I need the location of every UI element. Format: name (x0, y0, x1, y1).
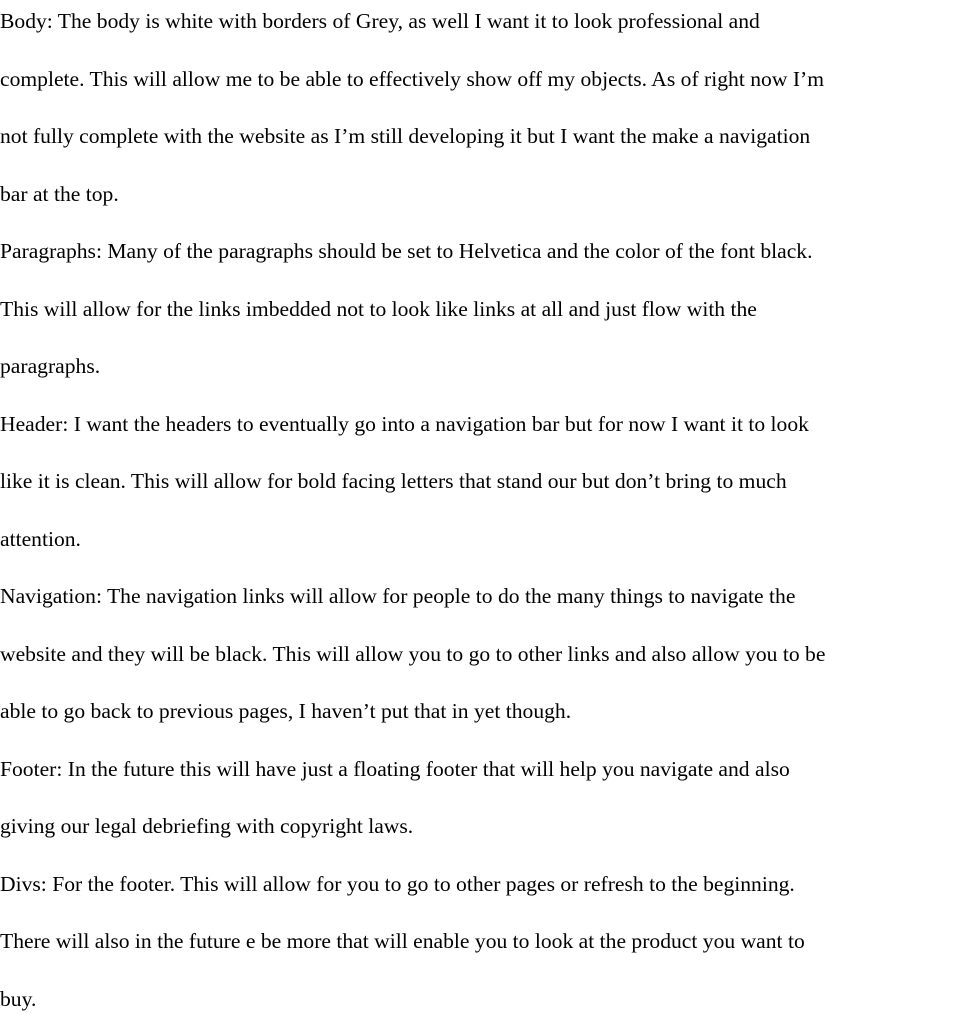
footer-section-line: giving our legal debriefing with copyright laws. (0, 798, 957, 856)
navigation-section-line: Navigation: The navigation links will allow for people to do the many things to navigate the (0, 568, 957, 626)
body-section-line: Body: The body is white with borders of Grey, as well I want it to look professional and (0, 0, 957, 51)
body-section-line: not fully complete with the website as I’m still developing it but I want the make a navigation (0, 108, 957, 166)
header-section-line: attention. (0, 511, 957, 569)
header-section-line: like it is clean. This will allow for bold facing letters that stand our but don’t bring to much (0, 453, 957, 511)
paragraphs-section-line: Paragraphs: Many of the paragraphs should be set to Helvetica and the color of the font black. (0, 223, 957, 281)
body-section-line: bar at the top. (0, 166, 957, 224)
divs-section-line: buy. (0, 971, 957, 1028)
body-section-line: complete. This will allow me to be able to effectively show off my objects. As of right now I’m (0, 51, 957, 109)
navigation-section-line: website and they will be black. This will allow you to go to other links and also allow you to be (0, 626, 957, 684)
footer-section-line: Footer: In the future this will have just a floating footer that will help you navigate and also (0, 741, 957, 799)
divs-section-line: There will also in the future e be more that will enable you to look at the product you want to (0, 913, 957, 971)
header-section-line: Header: I want the headers to eventually go into a navigation bar but for now I want it to look (0, 396, 957, 454)
paragraphs-section-line: This will allow for the links imbedded not to look like links at all and just flow with the (0, 281, 957, 339)
divs-section-line: Divs: For the footer. This will allow for you to go to other pages or refresh to the beginning. (0, 856, 957, 914)
navigation-section-line: able to go back to previous pages, I haven’t put that in yet though. (0, 683, 957, 741)
paragraphs-section-line: paragraphs. (0, 338, 957, 396)
